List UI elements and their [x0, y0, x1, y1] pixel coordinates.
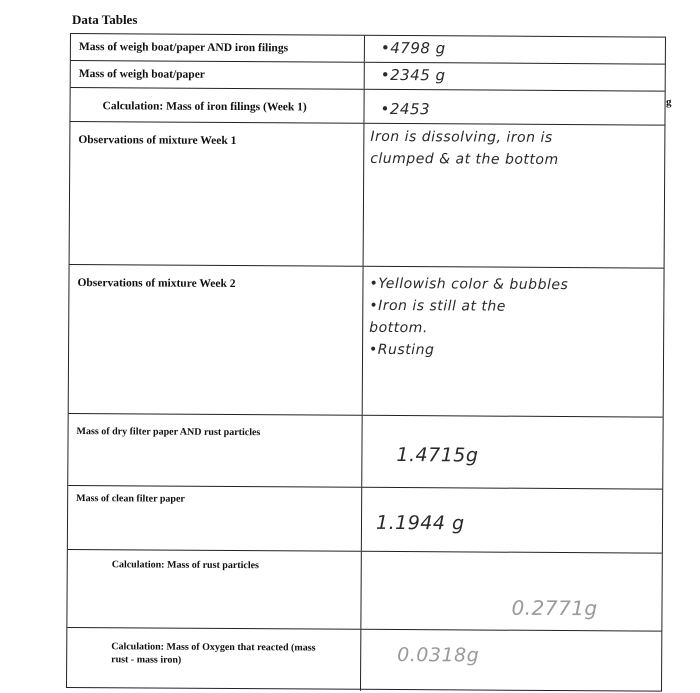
- handwritten-value: •2345 g: [380, 65, 446, 85]
- handwritten-value: 1.1944 g: [375, 511, 465, 535]
- table-row: [67, 550, 661, 632]
- table-row: [69, 265, 664, 418]
- row-label: Mass of weigh boat/paper: [78, 68, 205, 81]
- row-label: Mass of clean filter paper: [76, 493, 185, 505]
- row-label: Calculation: Mass of rust particles: [111, 559, 260, 572]
- table-row: [70, 122, 665, 269]
- table-row: [68, 486, 662, 554]
- table-row: [71, 61, 665, 92]
- row-label: Calculation: Mass of Oxygen that reacted (mass rust - mass iron): [111, 641, 316, 666]
- row-label: Observations of mixture Week 2: [77, 277, 236, 291]
- row-label: Mass of weigh boat/paper AND iron filings: [78, 41, 289, 55]
- table-row: [71, 34, 665, 65]
- row-label: Mass of dry filter paper AND rust particles: [76, 426, 261, 439]
- row-label: Calculation: Mass of iron filings (Week 1): [102, 100, 307, 114]
- handwritten-observations: •Yellowish color & bubbles •Iron is still at the bottom. •Rusting: [369, 275, 569, 359]
- page-title: Data Tables: [72, 12, 138, 27]
- handwritten-value: 0.0318g: [397, 644, 480, 667]
- unit-note: g: [666, 96, 672, 108]
- data-table: [66, 33, 666, 692]
- row-label: Observations of mixture Week 1: [78, 134, 237, 148]
- table-row: [70, 88, 664, 126]
- handwritten-observations: Iron is dissolving, iron is clumped & at the bottom: [370, 128, 559, 168]
- handwritten-value: 0.2771g: [511, 595, 598, 621]
- table-row: [67, 628, 661, 693]
- table-row: [68, 414, 662, 490]
- handwritten-value: •2453: [380, 99, 431, 119]
- handwritten-value: 1.4715g: [396, 444, 479, 467]
- handwritten-value: •4798 g: [380, 38, 446, 58]
